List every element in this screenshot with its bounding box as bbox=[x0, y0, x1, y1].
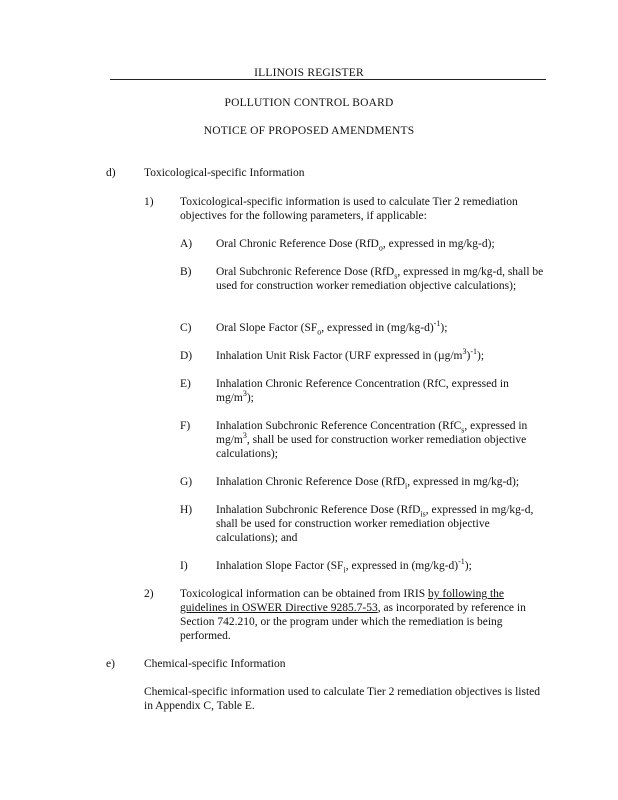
section-e-label: e) bbox=[106, 658, 115, 670]
subitem-text: Inhalation Chronic Reference Concentration (RfC, expressed in $mg/m^3$); bbox=[216, 378, 509, 404]
subitem-label: I) bbox=[180, 560, 188, 572]
subitem-text: Inhalation Subchronic Reference Dose (RfD$_{is}$, expressed in mg/kg-d, shall be used for construction worker remediation objective calculations); and bbox=[216, 504, 534, 544]
subitem-label: A) bbox=[180, 238, 193, 250]
subitem-text: Oral Slope Factor ($SF_o$, expressed in $(mg/kg-d)^{-1}$); bbox=[216, 319, 448, 337]
register-title: ILLINOIS REGISTER bbox=[254, 67, 364, 79]
item-2-label: 2) bbox=[144, 588, 154, 600]
subitem-label: D) bbox=[180, 350, 193, 362]
item-2-text: Toxicological information can be obtained from IRIS by following the guidelines in OSWER Directive 9285.7-53, as incorporated by reference in Section 742.210, or the program under which the remediation is being performed. bbox=[180, 588, 526, 642]
subitem-label: F) bbox=[180, 420, 191, 432]
subitem-text: Oral Subchronic Reference Dose (RfD$_s$, expressed in mg/kg-d, shall be used for construction worker remediation objective calculations); bbox=[216, 266, 544, 292]
subitem-text: Inhalation Subchronic Reference Concentration (RfC$_s$, expressed in $mg/m^3$, shall be used for construction worker remediation objective calculations); bbox=[216, 420, 528, 460]
subitem-text: Inhalation Slope Factor ($SF_i$, expressed in $(mg/kg-d)^{-1}$); bbox=[216, 557, 472, 575]
notice-title: NOTICE OF PROPOSED AMENDMENTS bbox=[203, 125, 415, 137]
subitem-label: H) bbox=[180, 504, 193, 516]
item-1-text: Toxicological-specific information is used to calculate Tier 2 remediation objectives for the following parameters, if applicable: bbox=[180, 196, 518, 222]
section-d-label: d) bbox=[106, 167, 116, 179]
subitem-label: G) bbox=[180, 476, 193, 488]
item-1-label: 1) bbox=[144, 196, 154, 208]
board-title: POLLUTION CONTROL BOARD bbox=[224, 97, 394, 109]
section-e-text: Chemical-specific information used to calculate Tier 2 remediation objectives is listed in Appendix C, Table E. bbox=[144, 686, 541, 712]
osher-directive-reference: by following the guidelines in OSWER Directive 9285.7-53 bbox=[180, 588, 505, 614]
subitem-text: Inhalation Chronic Reference Dose (RfD$_i$, expressed in mg/kg-d); bbox=[216, 476, 520, 491]
header-rule bbox=[110, 79, 546, 80]
subitem-label: B) bbox=[180, 266, 192, 278]
subitem-label: C) bbox=[180, 322, 192, 334]
subitem-text: Inhalation Unit Risk Factor (URF expressed in $(\mu g/m^3)^{-1}$); bbox=[216, 347, 485, 362]
subitem-label: E) bbox=[180, 378, 191, 390]
subitem-text: Oral Chronic Reference Dose (RfD$_o$, expressed in mg/kg-d); bbox=[216, 238, 495, 253]
section-d-heading: Toxicological-specific Information bbox=[144, 167, 305, 179]
section-e-heading: Chemical-specific Information bbox=[144, 658, 286, 670]
